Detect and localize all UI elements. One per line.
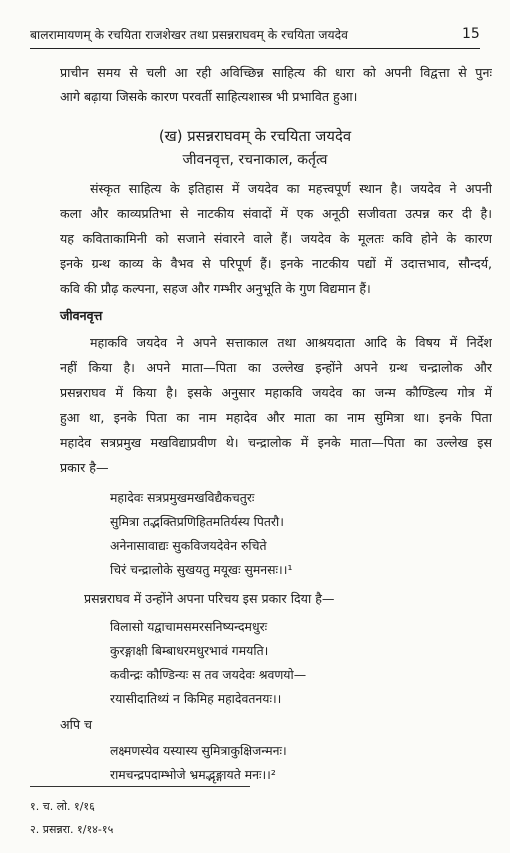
paragraph-line: कवि की प्रौढ़ कल्पना, सहज और गम्भीर अनुभूति के गुण विद्यमान हैं।: [60, 281, 371, 296]
paragraph-line: हुआ था, इनके पिता का नाम महादेव और माता का नाम सुमित्रा था। इनके पिता: [60, 410, 492, 425]
section-heading: (ख) प्रसन्नराघवम् के रचयिता जयदेव: [158, 128, 352, 145]
verse-line: कवीन्द्रः कौण्डिन्यः स तव जयदेवः श्रवणयो—: [110, 667, 307, 682]
header-rule: [30, 48, 480, 49]
paragraph-line: संस्कृत साहित्य के इतिहास में जयदेव का महत्त्वपूर्ण स्थान है। जयदेव ने अपनी: [90, 181, 492, 196]
running-head: बालरामायणम् के रचयिता राजशेखर तथा प्रसन्नराघवम् के रचयिता जयदेव: [30, 28, 348, 42]
paragraph-line: इनके ग्रन्थ काव्य के वैभव से परिपूर्ण हैं। इनके नाटकीय पद्यों में उदात्तभाव, सौन्दर्य,: [60, 256, 492, 271]
footnote: २. प्रसन्नरा. १/१४-१५: [30, 823, 114, 836]
section-subheading: जीवनवृत्त, रचनाकाल, कर्तृत्व: [182, 152, 328, 168]
verse-line: महादेवः सत्रप्रमुखमखविद्यैकचतुरः: [110, 490, 255, 505]
verse-line: लक्ष्मणस्येव यस्यास्य सुमित्राकुक्षिजन्मनः।: [110, 743, 287, 758]
verse-line: अनेनासावाद्यः सुकविजयदेवेन रुचिते: [110, 538, 267, 553]
footnote: १. च. लो. १/१६: [30, 800, 95, 813]
paragraph-line: कला और काव्यप्रतिभा से नाटकीय संवादों में एक अनूठी सजीवता उत्पन्न कर दी है।: [60, 206, 492, 221]
verse-line: कुरङ्गाक्षी बिम्बाधरमधुरभावं गमयति।: [110, 643, 269, 658]
verse-intro: प्रसन्नराघव में उन्होंने अपना परिचय इस प्रकार दिया है—: [84, 591, 335, 606]
paragraph-line: महादेव सत्रप्रमुख मखविद्याप्रवीण थे। चन्द्रालोक में इनके माता—पिता का उल्लेख इस: [60, 435, 492, 450]
api-cha-label: अपि च: [60, 717, 93, 732]
intro-line: आगे बढ़ाया जिसके कारण परवर्ती साहित्यशास्त्र भी प्रभावित हुआ।: [60, 89, 358, 104]
paragraph-line: नहीं किया है। अपने माता—पिता का उल्लेख इन्होंने अपने ग्रन्थ चन्द्रालोक और: [60, 360, 492, 375]
subheading-jivanvritt: जीवनवृत्त: [60, 308, 103, 323]
paragraph-line: महाकवि जयदेव ने अपने सत्ताकाल तथा आश्रयदाता आदि के विषय में निर्देश: [90, 335, 492, 350]
verse-line: रामचन्द्रपदाम्भोजे भ्रमद्भृङ्गायते मनः।।²: [110, 767, 276, 782]
paragraph-line: यह कविताकामिनी को सजाने संवारने वाले हैं। जयदेव के मूलतः कवि होने के कारण: [60, 231, 492, 246]
verse-line: सुमित्रा तद्भक्तिप्रणिहितमतिर्यस्य पितरौ।: [110, 514, 284, 529]
verse-line: विलासो यद्वाचामसमरसनिष्यन्दमधुरः: [110, 619, 268, 634]
verse-line: चिरं चन्द्रालोके सुखयतु मयूखः सुमनसः।।¹: [110, 562, 293, 577]
intro-line: प्राचीन समय से चली आ रही अविच्छिन्न साहित्य की धारा को अपनी विद्वत्ता से पुनः: [60, 65, 492, 80]
paragraph-line: प्रकार है—: [60, 460, 109, 475]
verse-line: रयासीदातिथ्यं न किमिह महादेवतनयः।।: [110, 691, 282, 706]
footnote-rule: [30, 786, 250, 787]
paragraph-line: प्रसन्नराघव में किया है। इसके अनुसार महाकवि जयदेव का जन्म कौण्डिल्य गोत्र में: [60, 385, 492, 400]
page-number: 15: [462, 26, 480, 42]
